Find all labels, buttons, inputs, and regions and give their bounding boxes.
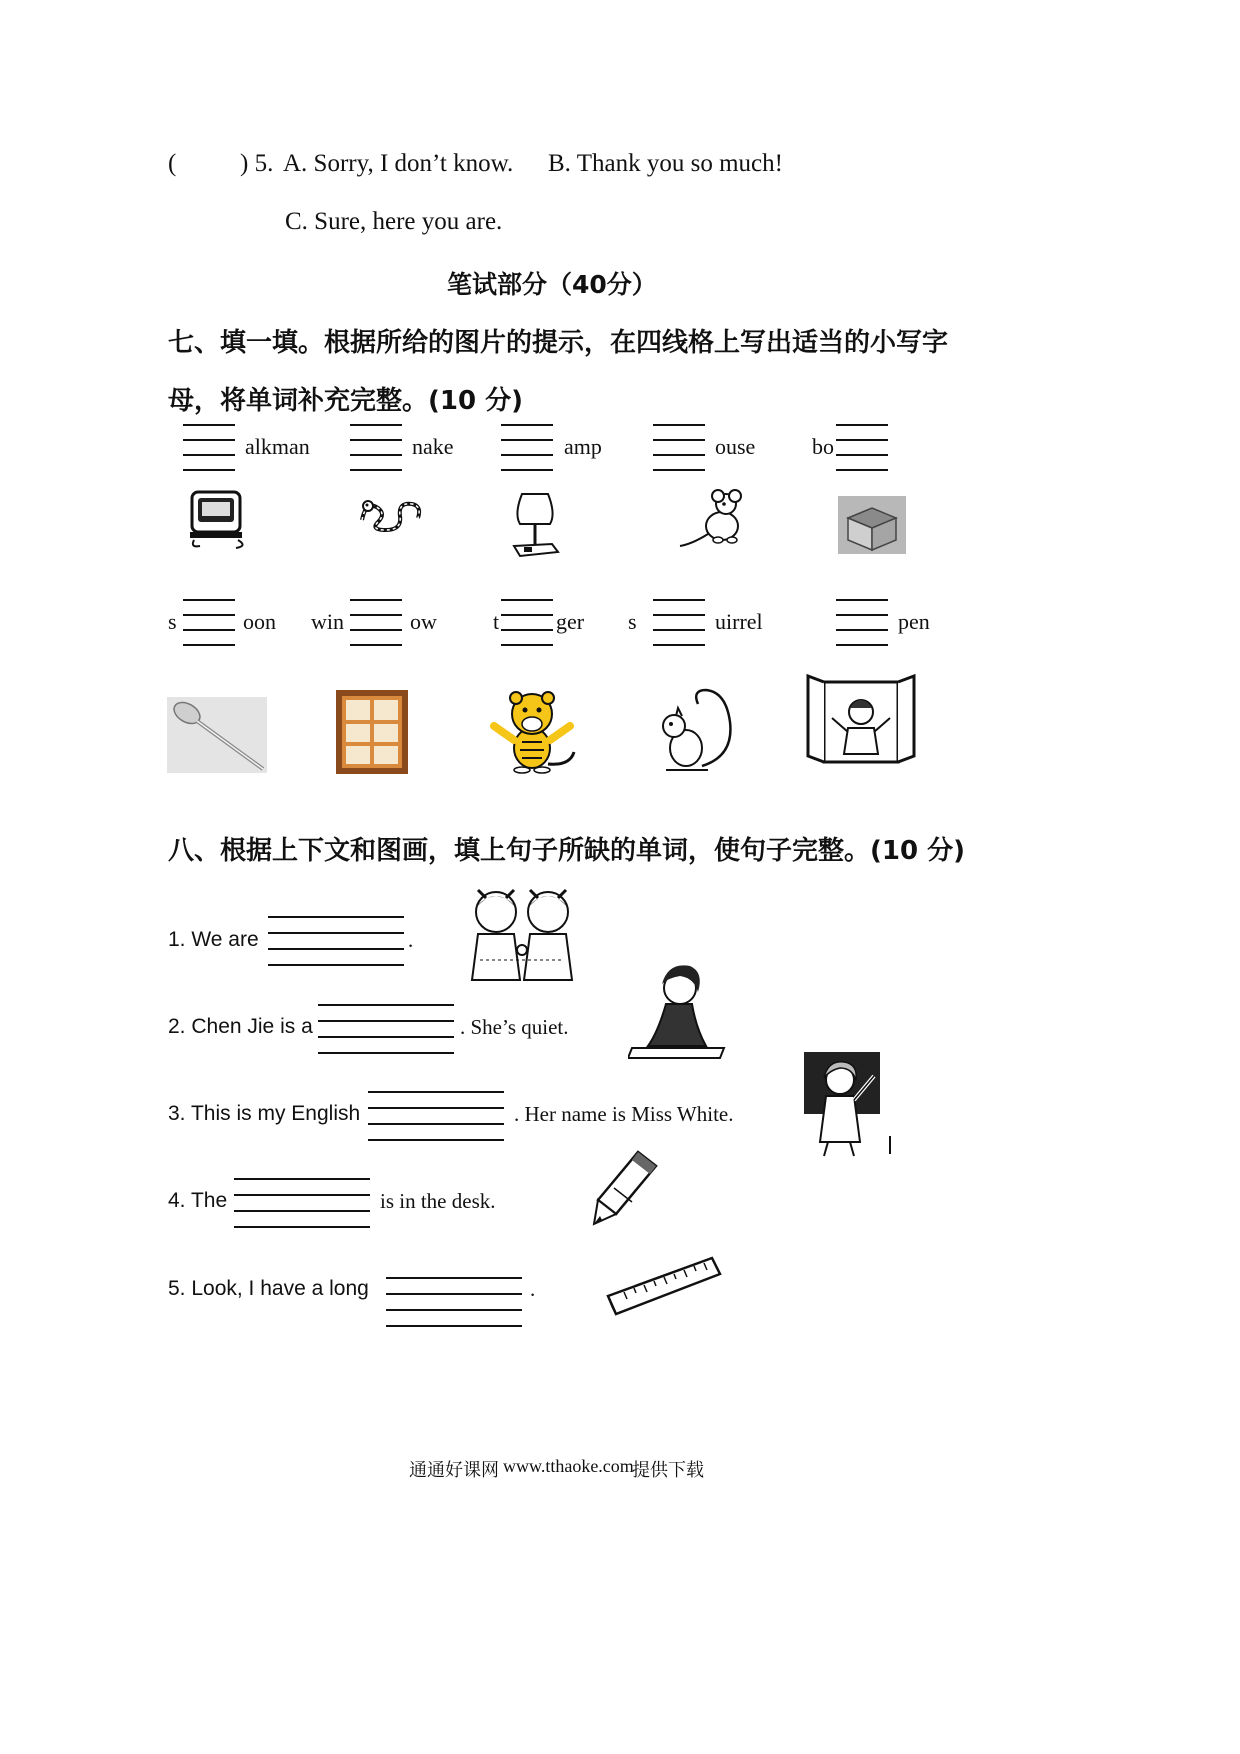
word-prefix: win	[311, 609, 344, 634]
teacher-icon	[804, 1052, 894, 1158]
q5-paren-open: (	[168, 150, 177, 177]
word-suffix: ouse	[715, 434, 756, 459]
mouse-icon	[678, 488, 754, 550]
sentence-end: is in the desk.	[380, 1189, 496, 1213]
sentence-end: . Her name is Miss White.	[514, 1102, 734, 1126]
section8-title: 八、根据上下文和图画，填上句子所缺的单词，使句子完整。(10 分)	[168, 836, 965, 866]
word-suffix: ger	[556, 609, 585, 634]
four-line-grid[interactable]	[318, 1002, 454, 1054]
lamp-icon	[508, 490, 562, 560]
tiger-icon	[486, 686, 578, 774]
four-line-grid[interactable]	[350, 597, 402, 647]
q5-option-a: A. Sorry, I don’t know.	[283, 150, 514, 177]
sentence-end: .	[408, 928, 414, 952]
four-line-grid[interactable]	[653, 597, 705, 647]
word-suffix: amp	[564, 434, 602, 459]
q5-number: ) 5.	[240, 150, 274, 177]
word-suffix: alkman	[245, 434, 310, 459]
word-suffix: uirrel	[715, 609, 763, 634]
section7-title-line2: 母，将单词补充完整。(10 分)	[168, 386, 523, 416]
word-suffix: ow	[410, 609, 437, 634]
word-prefix: t	[493, 609, 500, 634]
sentence-start: 1. We are	[168, 928, 259, 951]
window-icon	[336, 690, 408, 774]
girl-sitting-icon	[628, 962, 728, 1060]
squirrel-icon	[652, 686, 742, 774]
footer-site-name: 通通好课网	[409, 1460, 499, 1481]
two-girls-icon	[460, 880, 584, 984]
word-suffix: oon	[243, 609, 276, 634]
q5-option-b: B. Thank you so much!	[548, 150, 783, 177]
four-line-grid[interactable]	[183, 422, 235, 472]
section-written-title: 笔试部分（40分）	[447, 270, 657, 299]
four-line-grid[interactable]	[368, 1089, 504, 1141]
word-prefix: s	[628, 609, 637, 634]
sentence-end: .	[530, 1277, 536, 1301]
sentence-start: 4. The	[168, 1189, 228, 1212]
spoon-icon	[167, 697, 267, 773]
q5-option-c: C. Sure, here you are.	[285, 208, 503, 235]
sentence-start: 5. Look, I have a long	[168, 1277, 369, 1300]
sentence-start: 2. Chen Jie is a	[168, 1015, 313, 1038]
four-line-grid[interactable]	[350, 422, 402, 472]
four-line-grid[interactable]	[386, 1275, 522, 1327]
word-suffix: pen	[898, 609, 930, 634]
sentence-start: 3. This is my English	[168, 1102, 361, 1125]
ruler-icon	[604, 1254, 724, 1318]
four-line-grid[interactable]	[501, 422, 553, 472]
open-door-icon	[806, 672, 916, 768]
word-suffix: nake	[412, 434, 454, 459]
four-line-grid[interactable]	[836, 597, 888, 647]
section7-title-line1: 七、填一填。根据所给的图片的提示，在四线格上写出适当的小写字	[168, 328, 949, 358]
four-line-grid[interactable]	[836, 422, 888, 472]
walkman-icon	[186, 488, 250, 550]
word-prefix: s	[168, 609, 177, 634]
sentence-end: . She’s quiet.	[460, 1015, 569, 1039]
snake-icon	[356, 490, 426, 535]
footer-url[interactable]: www.tthaoke.com	[503, 1456, 634, 1476]
four-line-grid[interactable]	[268, 914, 404, 966]
footer-download: 提供下载	[632, 1460, 704, 1481]
box-icon	[838, 496, 906, 554]
four-line-grid[interactable]	[653, 422, 705, 472]
word-prefix: bo	[812, 434, 834, 459]
four-line-grid[interactable]	[501, 597, 553, 647]
pencil-icon	[592, 1148, 660, 1226]
four-line-grid[interactable]	[183, 597, 235, 647]
four-line-grid[interactable]	[234, 1176, 370, 1228]
